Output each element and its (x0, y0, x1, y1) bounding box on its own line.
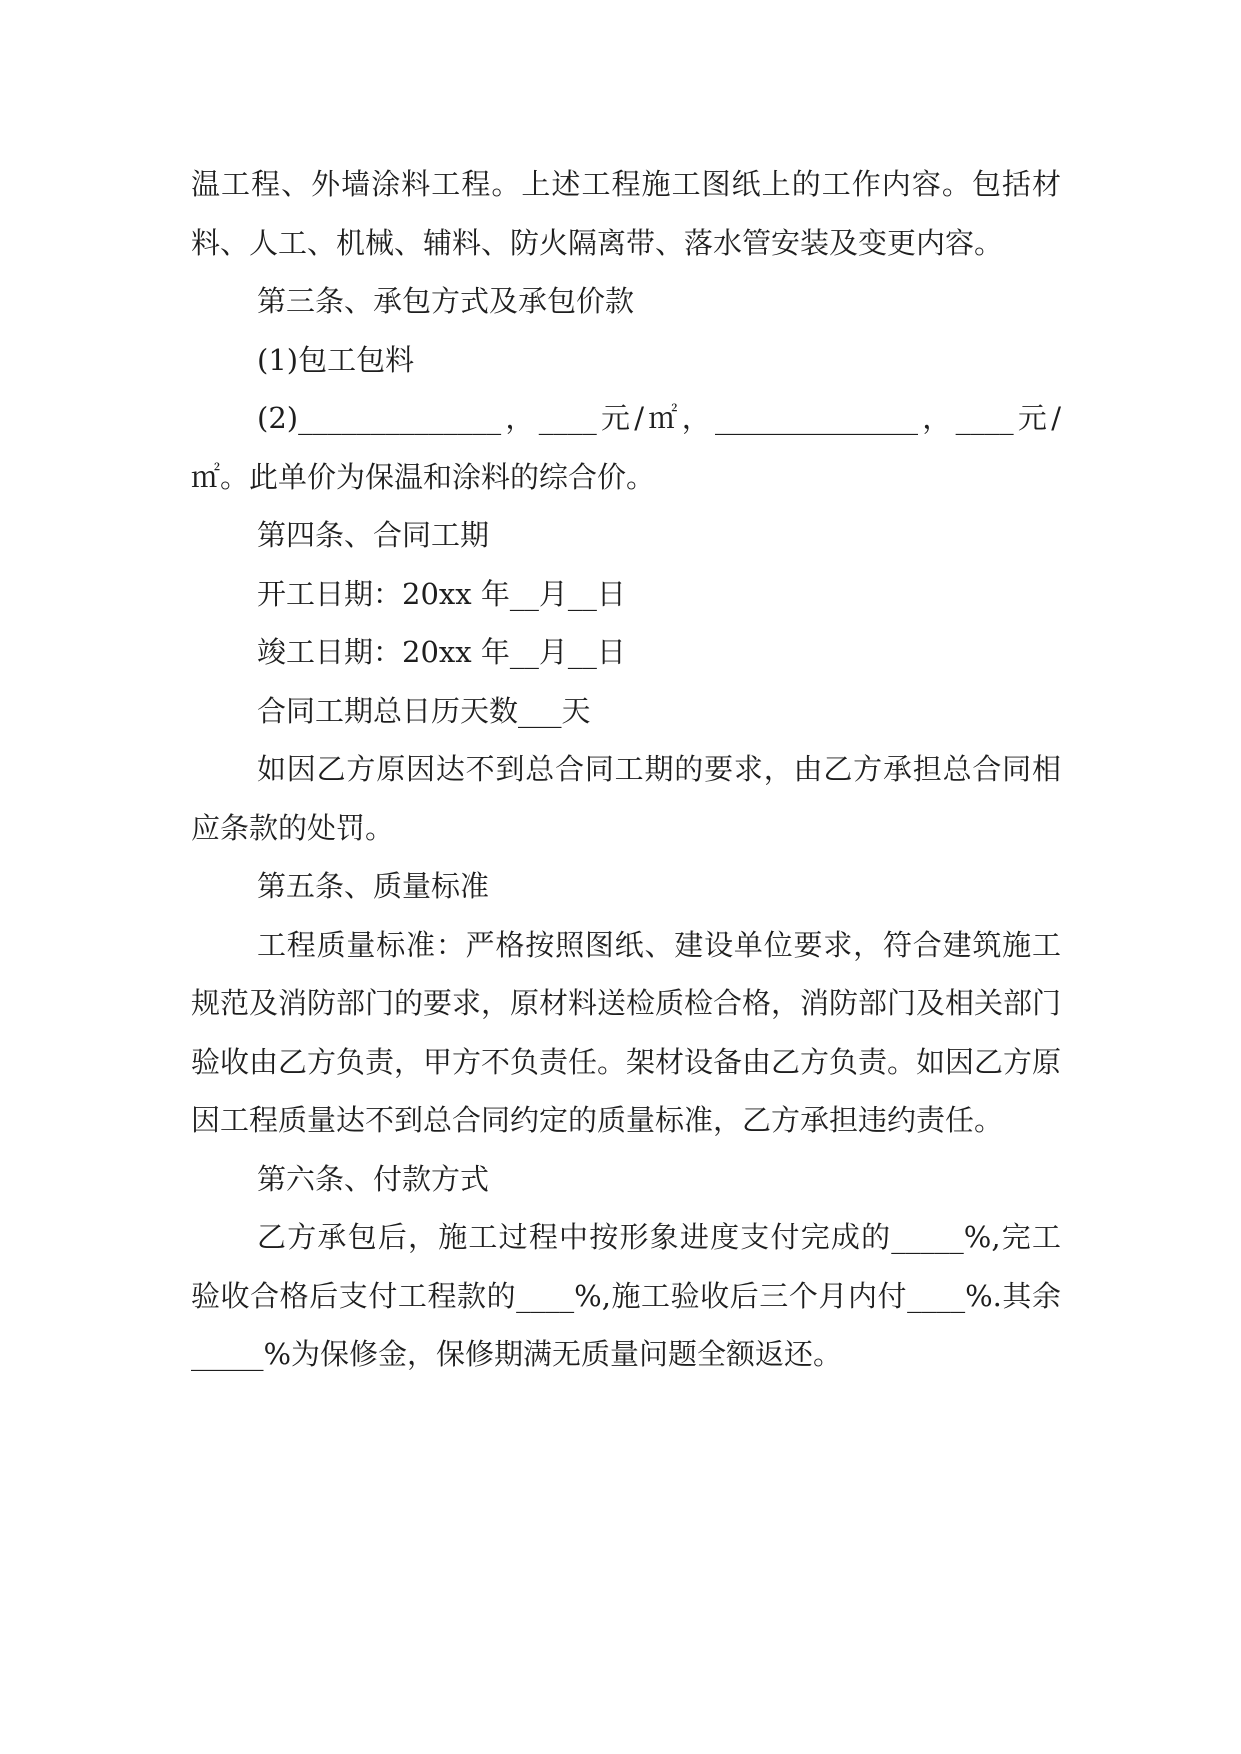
document-page (191, 155, 1061, 1384)
heading-article-5: 第五条、质量标准 (257, 869, 490, 903)
item-unit-price-2: (2)______________，____元/㎡，______________，____元/㎡。此单价为保温和涂料的综合价。 (191, 401, 1061, 494)
start-date-line: 开工日期：20xx 年__月__日 (257, 576, 626, 611)
paragraph-delay-penalty: 如因乙方原因达不到总合同工期的要求，由乙方承担总合同相应条款的处罚。 (191, 752, 1061, 845)
heading-article-3: 第三条、承包方式及承包价款 (257, 284, 635, 318)
heading-article-4: 第四条、合同工期 (257, 518, 490, 552)
paragraph-payment-method: 乙方承包后，施工过程中按形象进度支付完成的_____%,完工验收合格后支付工程款的____%,施工验收后三个月内付____%.其余_____%为保修金，保修期满无质量问题全额返还。 (191, 1220, 1061, 1371)
heading-article-6: 第六条、付款方式 (257, 1161, 490, 1196)
total-days-line: 合同工期总日历天数___天 (257, 693, 591, 728)
item-contract-method-1: (1)包工包料 (257, 342, 415, 377)
paragraph-quality-standard: 工程质量标准：严格按照图纸、建设单位要求，符合建筑施工规范及消防部门的要求，原材料送检质检合格，消防部门及相关部门验收由乙方负责，甲方不负责任。架材设备由乙方负责。如因乙方原因工程质量达不到总合同约定的质量标准，乙方承担违约责任。 (191, 927, 1062, 1137)
completion-date-line: 竣工日期：20xx 年__月__日 (257, 635, 626, 669)
paragraph-scope-continued: 温工程、外墙涂料工程。上述工程施工图纸上的工作内容。包括材料、人工、机械、辅料、防火隔离带、落水管安装及变更内容。 (191, 167, 1061, 260)
